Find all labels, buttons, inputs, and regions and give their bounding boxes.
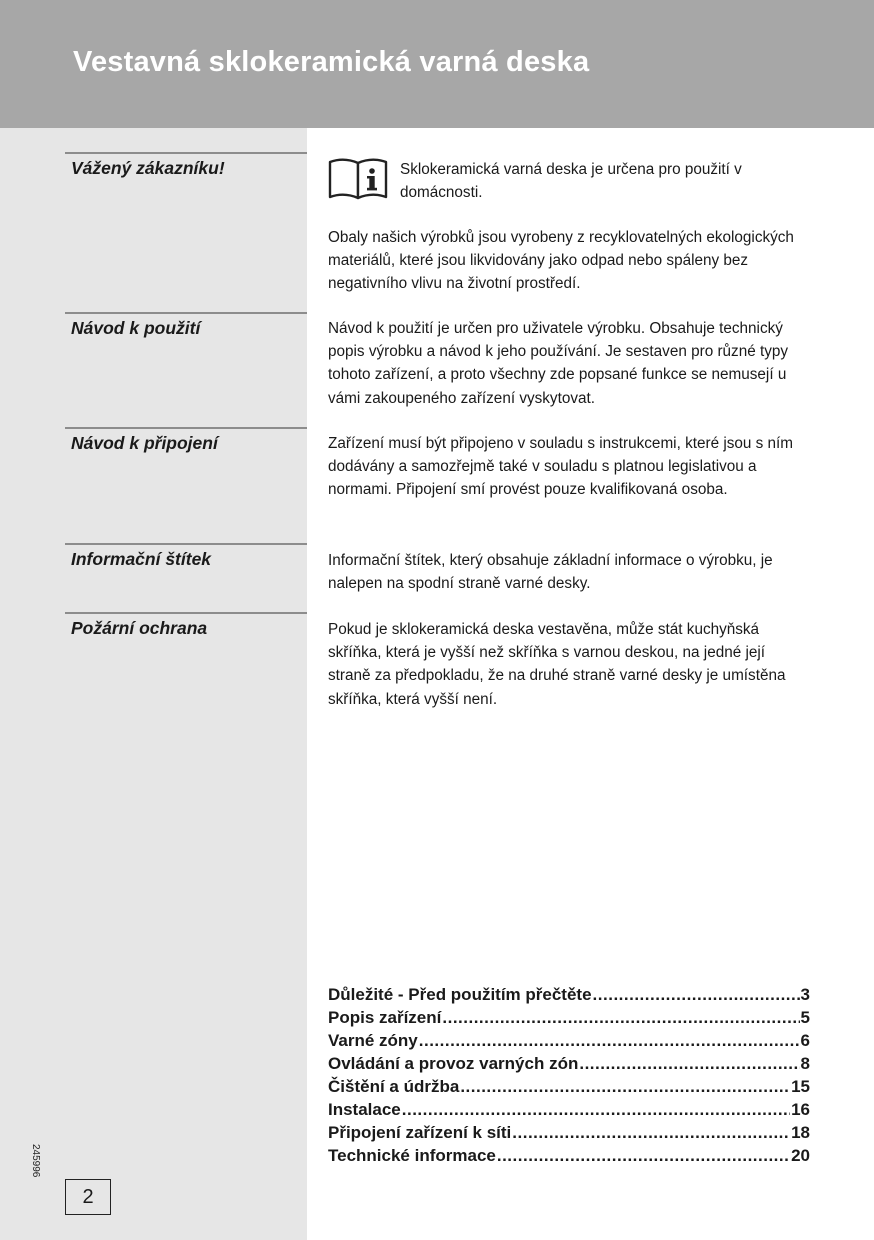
toc-title: Ovládání a provoz varných zón	[328, 1054, 579, 1073]
toc-title: Popis zařízení	[328, 1008, 442, 1027]
toc-entry	[328, 985, 810, 1008]
toc-page: 16	[791, 1100, 810, 1119]
toc-title: Instalace	[328, 1100, 401, 1119]
toc-leader	[460, 1077, 790, 1097]
toc-page: 3	[800, 985, 810, 1004]
packaging-paragraph: Obaly našich výrobků jsou vyrobeny z recyklovatelných ekologických materiálů, které jsou likvidovány jako odpad nebo spáleny bez negativního vlivu na životní prostředí.	[328, 229, 794, 293]
toc-page: 5	[800, 1008, 810, 1027]
toc-title: Varné zóny	[328, 1031, 418, 1050]
section-heading-text: Požární ochrana	[71, 618, 208, 638]
toc-entry	[328, 1031, 810, 1054]
section-heading-connection-manual	[65, 427, 307, 454]
section-heading-text: Vážený zákazníku!	[71, 158, 225, 178]
toc-page: 18	[791, 1123, 810, 1142]
left-sidebar	[0, 128, 307, 1240]
toc-entry	[328, 1008, 810, 1031]
toc-title: Připojení zařízení k síti	[328, 1123, 512, 1142]
connection-paragraph: Zařízení musí být připojeno v souladu s instrukcemi, které jsou s ním dodávány a samozřejmě také v souladu s platnou legislativou a normami. Připojení smí provést pouze kvalifikovaná osoba.	[328, 435, 794, 499]
toc-leader	[419, 1031, 800, 1051]
fire-protection-paragraph: Pokud je sklokeramická deska vestavěna, může stát kuchyňská skříňka, která je vyšší než skříňka s varnou deskou, na jedné její straně za předpokladu, že na druhé straně varné desky je umístěna skříňka, která vyšší není.	[328, 621, 786, 708]
page-title: Vestavná sklokeramická varná deska	[73, 46, 590, 78]
section-heading-text: Informační štítek	[71, 549, 212, 569]
toc-entry	[328, 1146, 810, 1169]
toc-title: Čištění a údržba	[328, 1077, 460, 1096]
section-heading-text: Návod k použití	[71, 318, 201, 338]
intro-paragraph: Sklokeramická varná deska je určena pro použití v domácnosti.	[400, 161, 742, 202]
toc-leader	[402, 1100, 790, 1120]
table-of-contents	[328, 985, 810, 1169]
page-header	[0, 0, 874, 128]
toc-leader	[579, 1054, 799, 1074]
toc-leader	[442, 1008, 799, 1028]
toc-entry	[328, 1077, 810, 1100]
section-heading-dear-customer	[65, 152, 307, 179]
toc-leader	[593, 985, 800, 1005]
toc-entry	[328, 1100, 810, 1123]
section-heading-text: Návod k připojení	[71, 433, 218, 453]
toc-title: Technické informace	[328, 1146, 496, 1165]
toc-leader	[512, 1123, 790, 1143]
section-heading-user-manual	[65, 312, 307, 339]
toc-page: 20	[791, 1146, 810, 1165]
document-code: 245996	[30, 1144, 41, 1178]
toc-page: 6	[800, 1031, 810, 1050]
section-heading-info-label	[65, 543, 307, 570]
toc-page: 8	[800, 1054, 810, 1073]
info-book-icon	[328, 156, 388, 200]
toc-page: 15	[791, 1077, 810, 1096]
toc-entry	[328, 1123, 810, 1146]
page-number: 2	[65, 1179, 111, 1215]
toc-leader	[497, 1146, 790, 1166]
toc-entry	[328, 1054, 810, 1077]
toc-title: Důležité - Před použitím přečtěte	[328, 985, 592, 1004]
user-manual-paragraph: Návod k použití je určen pro uživatele výrobku. Obsahuje technický popis výrobku a návod k jeho používání. Je sestaven pro různé typy tohoto zařízení, a proto všechny zde popsané funkce se nemusejí u vámi zakoupeného zařízení vyskytovat.	[328, 320, 789, 407]
section-heading-fire-protection	[65, 612, 307, 639]
info-label-paragraph: Informační štítek, který obsahuje základní informace o výrobku, je nalepen na spodní straně varné desky.	[328, 552, 773, 593]
